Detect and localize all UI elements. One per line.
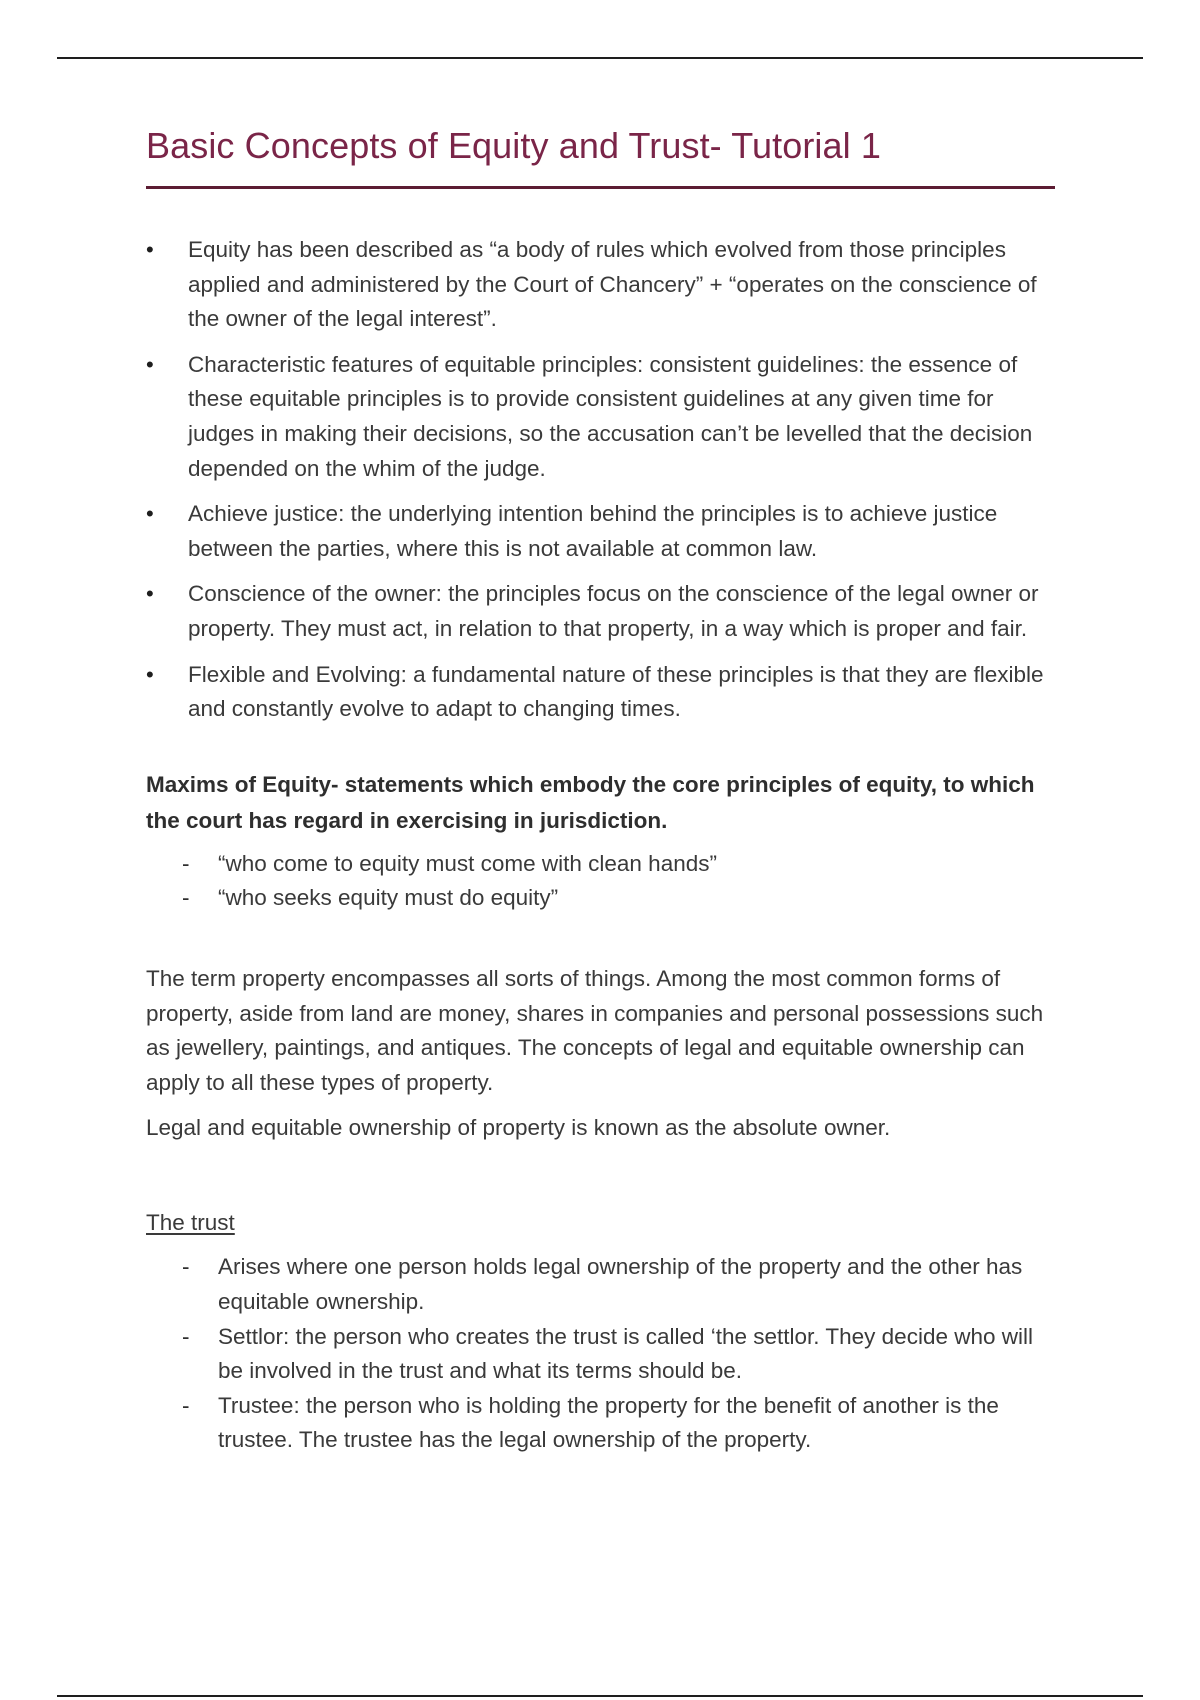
bullet-icon: • (146, 351, 154, 377)
maxims-list (146, 847, 1056, 916)
bullet-text: Achieve justice: the underlying intention behind the principles is to achieve justice between the parties, where this is not available at common law. (188, 501, 998, 561)
bullet-text: Conscience of the owner: the principles focus on the conscience of the legal owner or property. They must act, in relation to that property, in a way which is proper and fair. (188, 581, 1039, 641)
list-item (146, 881, 1056, 916)
trust-item-text: Arises where one person holds legal ownership of the property and the other has equitable ownership. (218, 1254, 1023, 1315)
dash-icon: - (182, 1323, 190, 1349)
maxim-text: “who seeks equity must do equity” (218, 885, 559, 911)
bullet-text: Flexible and Evolving: a fundamental nature of these principles is that they are flexible and constantly evolve to adapt to changing times. (188, 661, 1044, 722)
list-item (146, 348, 1056, 486)
bullet-icon: • (146, 501, 154, 527)
list-item (146, 1389, 1056, 1458)
trust-heading: The trust (146, 1209, 235, 1235)
title-underline-rule (146, 186, 1055, 189)
bullet-icon: • (146, 661, 154, 687)
page-bottom-rule (57, 1695, 1143, 1697)
dash-icon: - (182, 1392, 190, 1418)
dash-icon: - (182, 885, 190, 911)
list-item (146, 233, 1056, 337)
trust-item-text: Settlor: the person who creates the trust is called ‘the settlor. They decide who will be involved in the trust and what its terms should be. (218, 1323, 1033, 1384)
maxims-heading: Maxims of Equity- statements which embody the core principles of equity, to which the court has regard in exercising in jurisdiction. (146, 771, 1035, 833)
bullet-icon: • (146, 581, 154, 607)
document-title: Basic Concepts of Equity and Trust- Tutorial 1 (146, 125, 881, 166)
list-item (146, 1320, 1056, 1389)
page-top-rule (57, 57, 1143, 59)
list-item (146, 847, 1056, 882)
absolute-owner-paragraph: Legal and equitable ownership of property is known as the absolute owner. (146, 1115, 891, 1141)
list-item (146, 577, 1056, 646)
list-item (146, 497, 1056, 566)
dash-icon: - (182, 850, 190, 876)
property-paragraph: The term property encompasses all sorts of things. Among the most common forms of property, aside from land are money, shares in companies and personal possessions such as jewellery, paintings, and antiques. The concepts of legal and equitable ownership can apply to all these types of property. (146, 965, 1044, 1095)
list-item (146, 658, 1056, 727)
trust-item-text: Trustee: the person who is holding the property for the benefit of another is the trustee. The trustee has the legal ownership of the property. (218, 1392, 999, 1453)
bullet-text: Characteristic features of equitable principles: consistent guidelines: the essence of these equitable principles is to provide consistent guidelines at any given time for judges in making their decisions, so the accusation can’t be levelled that the decision depended on the whim of the judge. (188, 351, 1033, 481)
document-body (146, 118, 1056, 1458)
bullet-text: Equity has been described as “a body of rules which evolved from those principles applied and administered by the Court of Chancery” + “operates on the conscience of the owner of the legal interest”. (188, 237, 1037, 332)
list-item (146, 1250, 1056, 1319)
dash-icon: - (182, 1254, 190, 1280)
trust-list (146, 1250, 1056, 1458)
maxim-text: “who come to equity must come with clean hands” (218, 850, 717, 876)
concepts-bullet-list (146, 233, 1056, 727)
bullet-icon: • (146, 237, 154, 262)
